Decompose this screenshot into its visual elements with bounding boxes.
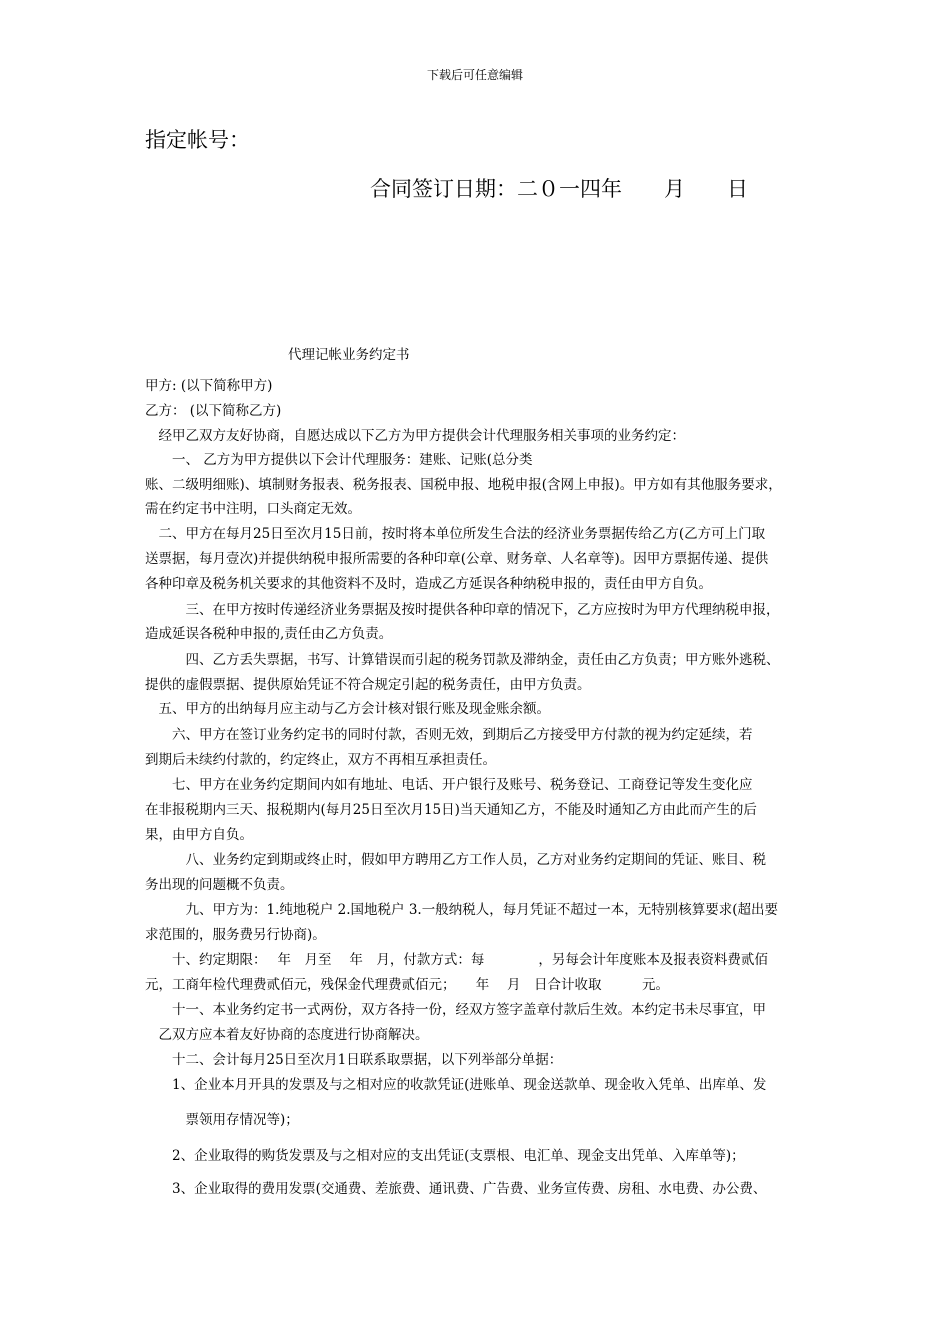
clause-4-line-2: 提供的虚假票据、提供原始凭证不符合规定引起的税务责任，由甲方负责。	[145, 677, 591, 693]
clause-10-line-1: 十、约定期限： 年 月至 年 月，付款方式：每 ，另每会计年度账本及报表资料费贰佰	[145, 952, 768, 968]
clause-2-line-1: 二、甲方在每月25日至次月15日前，按时将本单位所发生合法的经济业务票据传给乙方(乙方可上门取	[145, 526, 766, 542]
clause-4-line-1: 四、乙方丢失票据，书写、计算错误而引起的税务罚款及滞纳金，责任由乙方负责；甲方账外逃税、	[145, 652, 780, 668]
clause-5-line-1: 五、甲方的出纳每月应主动与乙方会计核对银行账及现金账余额。	[145, 701, 550, 717]
clause-11-line-2: 乙双方应本着友好协商的态度进行协商解决。	[145, 1027, 429, 1043]
account-number-label: 指定帐号：	[145, 128, 250, 152]
clause-1-line-3: 需在约定书中注明，口头商定无效。	[145, 501, 361, 517]
clause-8-line-2: 务出现的问题概不负责。	[145, 877, 294, 893]
clause-1-line-1: 一、 乙方为甲方提供以下会计代理服务：建账、记账(总分类	[145, 452, 533, 468]
clause-3-line-1: 三、在甲方按时传递经济业务票据及按时提供各种印章的情况下，乙方应按时为甲方代理纳税申报，	[145, 602, 780, 618]
list-item-1-line-1: 1、企业本月开具的发票及与之相对应的收款凭证(进账单、现金送款单、现金收入凭单、出库单、发	[145, 1077, 767, 1093]
clause-2-line-3: 各种印章及税务机关要求的其他资料不及时，造成乙方延误各种纳税申报的，责任由甲方自负。	[145, 576, 712, 592]
clause-7-line-2: 在非报税期内三天、报税期内(每月25日至次月15日)当天通知乙方，不能及时通知乙方由此而产生的后	[145, 802, 757, 818]
party-a-line: 甲方: (以下简称甲方)	[145, 378, 273, 394]
clause-9-line-1: 九、甲方为：1.纯地税户 2.国地税户 3.一般纳税人，每月凭证不超过一本，无特别核算要求(超出要	[145, 902, 778, 918]
list-item-1-line-2: 票领用存情况等)；	[145, 1112, 299, 1128]
clause-11-line-1: 十一、本业务约定书一式两份，双方各持一份，经双方签字盖章付款后生效。本约定书未尽事宜，甲	[145, 1002, 766, 1018]
page-header-note: 下载后可任意编辑	[426, 68, 523, 82]
clause-9-line-2: 求范围的，服务费另行协商)。	[145, 927, 326, 943]
contract-date-line: 合同签订日期：二０一四年 月 日	[370, 177, 748, 201]
clause-1-line-2: 账、二级明细账)、填制财务报表、税务报表、国税申报、地税申报(含网上申报)。甲方如有其他服务要求，	[145, 477, 782, 493]
clause-6-line-2: 到期后未续约付款的，约定终止，双方不再相互承担责任。	[145, 752, 496, 768]
intro-paragraph: 经甲乙双方友好协商，自愿达成以下乙方为甲方提供会计代理服务相关事项的业务约定：	[145, 428, 685, 444]
clause-8-line-1: 八、业务约定到期或终止时，假如甲方聘用乙方工作人员，乙方对业务约定期间的凭证、账目、税	[145, 852, 766, 868]
clause-6-line-1: 六、甲方在签订业务约定书的同时付款，否则无效，到期后乙方接受甲方付款的视为约定延续，若	[145, 727, 753, 743]
list-item-3-line-1: 3、企业取得的费用发票(交通费、差旅费、通讯费、广告费、业务宣传费、房租、水电费、办公费、	[145, 1181, 767, 1197]
clause-7-line-1: 七、甲方在业务约定期间内如有地址、电话、开户银行及账号、税务登记、工商登记等发生变化应	[145, 777, 753, 793]
list-item-2-line-1: 2、企业取得的购货发票及与之相对应的支出凭证(支票根、电汇单、现金支出凭单、入库单等)；	[145, 1148, 745, 1164]
clause-10-line-2: 元，工商年检代理费贰佰元，残保金代理费贰佰元； 年 月 日合计收取 元。	[145, 977, 670, 993]
clause-3-line-2: 造成延误各税种申报的,责任由乙方负责。	[145, 626, 393, 642]
clause-2-line-2: 送票据，每月壹次)并提供纳税申报所需要的各种印章(公章、财务章、人名章等)。因甲方票据传递、提供	[145, 551, 769, 567]
clause-12-line-1: 十二、会计每月25日至次月1日联系取票据，以下列举部分单据：	[145, 1052, 563, 1068]
party-b-line: 乙方： (以下简称乙方)	[145, 403, 282, 419]
document-title: 代理记帐业务约定书	[288, 347, 410, 363]
clause-7-line-3: 果，由甲方自负。	[145, 827, 253, 843]
